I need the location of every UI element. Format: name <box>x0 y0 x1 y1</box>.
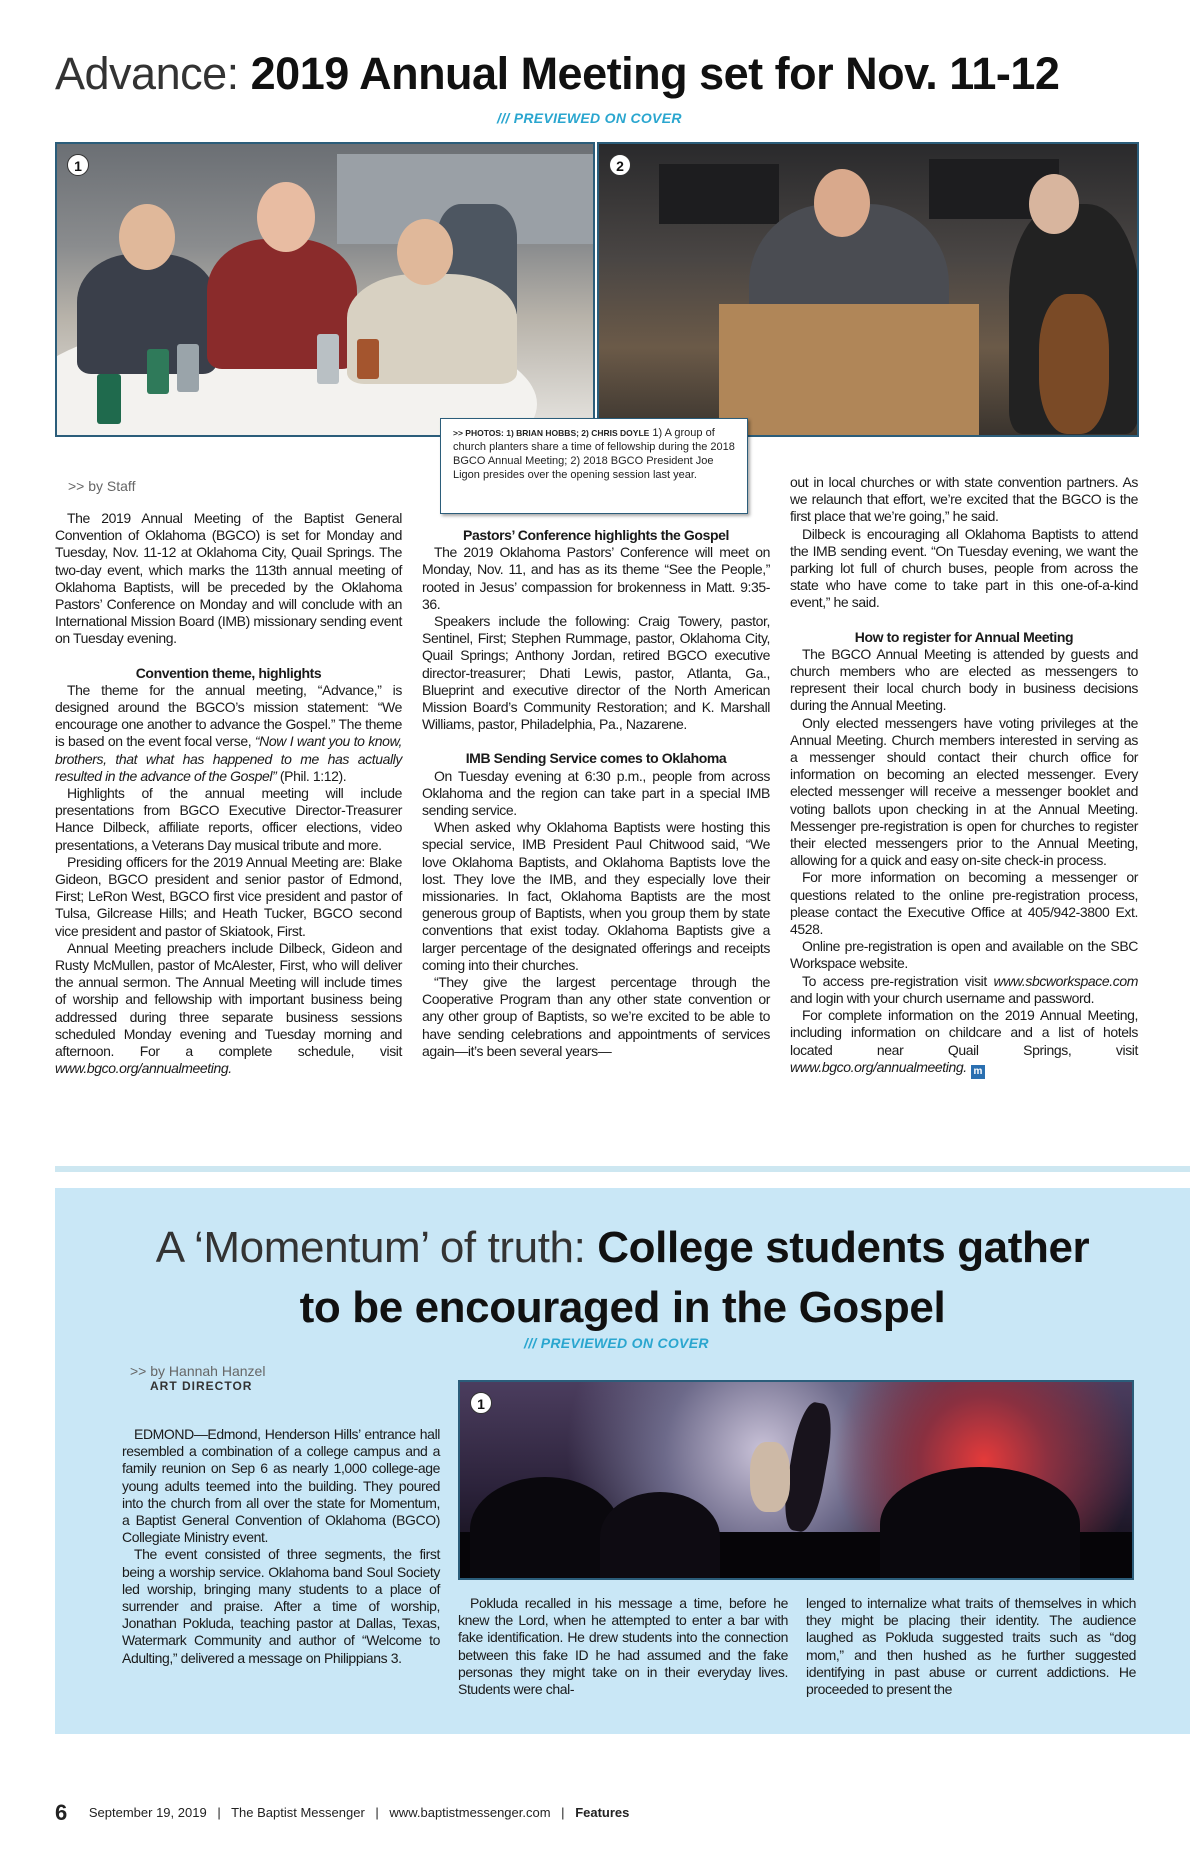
paragraph: Only elected messengers have voting privileges at the Annual Meeting. Church members interested in serving as a messenger should contact their church office for information on becoming an elected messenger. Every elected messenger will receive a messenger booklet and voting ballots upon checking in at the Annual Meeting. Messenger pre-registration is open for churches to register their elected messengers prior to the Annual Meeting, allowing for a quick and easy on-site check-in process. <box>790 714 1138 869</box>
headline-main: College students gather <box>597 1223 1090 1272</box>
photo-performer <box>750 1442 790 1512</box>
bible-verse: “Now I want you to know, brothers, that what has happened to me has actually resulted in the advance of the Gospel” <box>55 733 402 784</box>
paragraph: When asked why Oklahoma Baptists were hosting this special service, IMB President Paul Chitwood said, “We love Oklahoma Baptists, and Oklahoma Baptists love the lost. They love the IMB, and they especially love their missionaries. In fact, Oklahoma Baptists are the most generous group of Baptists, when you group them by state conventions that exist today. Oklahoma Baptists give a larger percentage of the designated offerings and receipts coming into their churches. <box>422 819 770 973</box>
photo-credit: >> PHOTOS: 1) BRIAN HOBBS; 2) CHRIS DOYLE <box>453 428 650 438</box>
photo-church-planters <box>55 142 595 437</box>
byline: >> by Staff <box>68 478 136 494</box>
photo-head-center <box>257 182 315 252</box>
paragraph: The BGCO Annual Meeting is attended by guests and church members who are elected as messengers to represent their local church body in business decisions during the Annual Meeting. <box>790 645 1138 714</box>
page-footer <box>55 1800 629 1826</box>
paragraph <box>55 682 402 785</box>
paragraph: “They give the largest percentage through the Cooperative Program than any other state convention or any other group of Baptists, so we’re excited to be able to have sending celebrations and appointments of services again—it’s been several years— <box>422 974 770 1059</box>
article2-column-1 <box>122 1426 440 1667</box>
paragraph: The event consisted of three segments, the first being a worship service. Oklahoma band Soul Society led worship, bringing many students to a place of surrender and praise. After a time of worship, Jonathan Pokluda, teaching pastor at Dallas, Texas, Watermark Community and author of “Welcome to Adulting,” delivered a message on Philippians 3. <box>122 1546 440 1666</box>
photo-head-right <box>397 219 453 285</box>
photo-cup <box>177 344 199 392</box>
photo-number-badge: 1 <box>470 1392 492 1414</box>
paragraph: Online pre-registration is open and available on the SBC Workspace website. <box>790 938 1138 972</box>
paragraph: Speakers include the following: Craig Towery, pastor, Sentinel, First; Stephen Rummage, pastor, Oklahoma City, Quail Springs; Anthony Jordan, retired BGCO executive director-treasurer; Dhati Lewis, pastor, Atlanta, Ga., Blueprint and executive director of the North American Mission Board’s Community Restoration; and K. Marshall Williams, pastor, Philadelphia, Pa., Nazarene. <box>422 613 770 733</box>
photo-cup <box>317 334 339 384</box>
paragraph: Pokluda recalled in his message a time, before he knew the Lord, when he attempted to enter a bar with fake identification. He drew students into the connection between this fake ID he had assumed and the fake personas they might take on in their everyday lives. Students were chal- <box>458 1595 788 1698</box>
paragraph <box>790 973 1138 1007</box>
text-run: Annual Meeting preachers include Dilbeck, Gideon and Rusty McMullen, pastor of McAlester, First, who will deliver the annual sermon. The Annual Meeting will include times of worship and fellowship with important business being addressed during three separate business sessions scheduled Monday evening and Tuesday morning and afternoon. For a complete schedule, visit <box>55 939 402 1060</box>
footer-publication: The Baptist Messenger <box>231 1805 365 1820</box>
page-number: 6 <box>55 1800 68 1825</box>
footer-section: Features <box>575 1805 630 1820</box>
photo-cello <box>1039 294 1109 434</box>
paragraph: Dilbeck is encouraging all Oklahoma Baptists to attend the IMB sending event. “On Tuesday evening, we want the parking lot full of church buses, people from across the state who have come to take part in this one-of-a-kind event,” he said. <box>790 525 1138 611</box>
photo-worship-concert <box>458 1380 1134 1580</box>
subhead: Convention theme, highlights <box>135 664 322 681</box>
text-run: (Phil. 1:12). <box>276 767 347 784</box>
headline-kicker: A ‘Momentum’ of truth: <box>155 1223 598 1272</box>
subhead: Pastors’ Conference highlights the Gospel <box>463 527 729 543</box>
paragraph: On Tuesday evening at 6:30 p.m., people from across Oklahoma and the region can take part in a special IMB sending service. <box>422 767 770 819</box>
headline-main: 2019 Annual Meeting set for Nov. 11-12 <box>250 48 1060 99</box>
headline-kicker: Advance: <box>55 48 251 99</box>
paragraph <box>55 940 402 1078</box>
footer-website[interactable]: www.baptistmessenger.com <box>389 1805 551 1820</box>
preview-tag: /// PREVIEWED ON COVER <box>524 1335 709 1351</box>
article1-column-1 <box>55 510 402 1078</box>
photo-podium <box>719 304 979 437</box>
text-run: For complete information on the 2019 Annual Meeting, including information on childcare and a list of hotels located near Quail Springs, visit <box>790 1007 1138 1058</box>
photo-head-left <box>119 204 175 270</box>
paragraph: The 2019 Annual Meeting of the Baptist General Convention of Oklahoma (BGCO) is set for Monday and Tuesday, Nov. 11-12 at Oklahoma City, Quail Springs. The two-day event, which marks the 113th annual meeting of Oklahoma Baptists, will be preceded by the Oklahoma Pastors’ Conference on Monday and will conclude with an International Mission Board (IMB) missionary sending event on Tuesday evening. <box>55 510 402 647</box>
headline-line-1 <box>55 1218 1190 1278</box>
paragraph: lenged to internalize what traits of themselves in which they might be placing their identity. The audience laughed as Pokluda suggested traits such as “dog mom,” and then hushed as he further suggested identifying in past abuse or current addictions. He proceeded to present the <box>806 1595 1136 1698</box>
paragraph: Highlights of the annual meeting will include presentations from BGCO Executive Director-Treasurer Hance Dilbeck, affiliate reports, officer elections, video presentations, a Veterans Day musical tribute and more. <box>55 785 402 853</box>
photo-cup <box>147 349 169 394</box>
paragraph: Presiding officers for the 2019 Annual Meeting are: Blake Gideon, BGCO president and senior pastor of Edmond, First; LeRon West, BGCO first vice president and pastor of Tulsa, Gilcrease Hills; and Heath Tucker, BGCO second vice president and pastor of Skiatook, First. <box>55 853 402 939</box>
paragraph: For more information on becoming a messenger or questions related to the online pre-registration process, please contact the Executive Office at 405/942-3800 Ext. 4528. <box>790 869 1138 938</box>
text-run: To access pre-registration visit <box>802 972 994 989</box>
photo-musician-head <box>1029 174 1079 234</box>
web-link[interactable]: www.sbcworkspace.com <box>993 972 1138 989</box>
paragraph: EDMOND—Edmond, Henderson Hills’ entrance hall resembled a combination of a college campus and a family reunion on Sep 6 as nearly 1,000 college-age young adults teemed into the building. They poured into the church from all over the state for Momentum, a Baptist General Convention of Oklahoma (BGCO) Collegiate Ministry event. <box>122 1426 440 1546</box>
byline-author: >> by Hannah Hanzel <box>130 1363 266 1379</box>
footer-separator: | <box>375 1805 379 1820</box>
caption-text: 1) A group of church planters share a time of fellowship during the 2018 BGCO Annual Meeting; 2) 2018 BGCO President Joe Ligon presides over the opening session last year. <box>453 427 735 481</box>
paragraph: out in local churches or with state convention partners. As we relaunch that effort, we’re excited that the BGCO is the first place that we’re going,” he said. <box>790 474 1138 525</box>
photo-caption <box>440 418 748 514</box>
article1-column-3 <box>790 474 1138 1079</box>
footer-separator: | <box>217 1805 221 1820</box>
paragraph <box>790 1007 1138 1079</box>
photo-speaker-head <box>814 169 870 237</box>
text-run: and login with your church username and password. <box>790 989 1095 1006</box>
subhead: IMB Sending Service comes to Oklahoma <box>465 750 727 767</box>
byline-role: ART DIRECTOR <box>150 1379 253 1393</box>
photo-number-badge: 2 <box>609 154 631 176</box>
article1-column-2 <box>422 527 770 1060</box>
photo-crowd-head <box>880 1467 1080 1580</box>
photo-cup <box>357 339 379 379</box>
messenger-logo-icon: m <box>971 1065 985 1079</box>
byline <box>130 1363 265 1393</box>
photo-number-badge: 1 <box>67 154 89 176</box>
footer-separator: | <box>561 1805 565 1820</box>
photo-crowd-head <box>600 1492 720 1580</box>
subhead: How to register for Annual Meeting <box>854 628 1074 645</box>
article2-headline <box>55 1218 1190 1338</box>
article2-column-2 <box>458 1595 788 1698</box>
article2-column-3 <box>806 1595 1136 1698</box>
web-link[interactable]: www.bgco.org/annualmeeting. <box>55 1060 232 1077</box>
paragraph: The 2019 Oklahoma Pastors’ Conference will meet on Monday, Nov. 11, and has as its theme “See the People,” rooted in Jesus’ compassion for brokenness in Matt. 9:35-36. <box>422 544 770 612</box>
web-link[interactable]: www.bgco.org/annualmeeting. <box>790 1058 967 1075</box>
headline-line-2: to be encouraged in the Gospel <box>299 1283 946 1332</box>
photo-crowd-head <box>470 1477 620 1580</box>
preview-tag: /// PREVIEWED ON COVER <box>497 110 682 126</box>
section-divider <box>55 1166 1190 1172</box>
article1-headline <box>55 46 1155 102</box>
photo-music-stand <box>659 164 779 224</box>
photo-president-podium <box>597 142 1139 437</box>
photo-cup <box>97 374 121 424</box>
footer-date: September 19, 2019 <box>88 1805 207 1820</box>
text-run: The theme for the annual meeting, “Advance,” is designed around the BGCO’s mission statement: “We encourage one another to advance the Gospel.” The theme is based on the event focal verse, <box>55 681 402 750</box>
